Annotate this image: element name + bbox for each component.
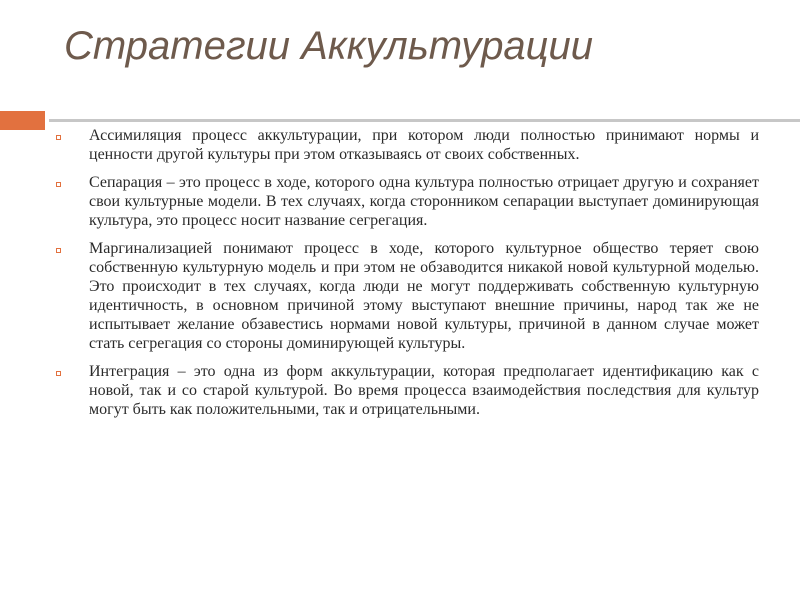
square-bullet-icon xyxy=(56,182,61,187)
bullet-item-integration xyxy=(56,362,759,419)
slide-content-list xyxy=(56,126,759,428)
square-bullet-icon xyxy=(56,135,61,140)
square-bullet-icon xyxy=(56,248,61,253)
bullet-text-assimilation: Ассимиляция процесс аккультурации, при котором люди полностью принимают нормы и ценности другой культуры при этом отказываясь от своих собственных. xyxy=(89,127,759,163)
square-bullet-icon xyxy=(56,371,61,376)
bullet-item-separation xyxy=(56,173,759,230)
bullet-text-integration: Интеграция – это одна из форм аккультурации, которая предполагает идентификацию как с новой, так и со старой культурой. Во время процесса взаимодействия последствия для культур могут быть как положительными, так и отрицательными. xyxy=(89,363,759,418)
bullet-item-marginalization xyxy=(56,239,759,353)
bullet-text-separation: Сепарация – это процесс в ходе, которого одна культура полностью отрицает другую и сохраняет свои культурные модели. В тех случаях, когда сторонником сепарации выступает доминирующая культура, это процесс носит название сегрегация. xyxy=(89,174,759,229)
bullet-item-assimilation xyxy=(56,126,759,164)
slide-title: Стратегии Аккультурации xyxy=(64,24,594,68)
title-accent-bar xyxy=(0,111,45,130)
title-divider-line xyxy=(49,119,800,122)
bullet-text-marginalization: Маргинализацией понимают процесс в ходе, которого культурное общество теряет свою собственную культурную модель и при этом не обзаводится никакой новой культурной моделью. Это происходит в тех случаях, когда люди не могут поддерживать собственную культурную идентичность, в основном причиной этому выступают внешние причины, народ так же не испытывает желание обзавестись нормами новой культуры, причиной в данном случае может стать сегрегация со стороны доминирующей культуры. xyxy=(89,240,759,352)
